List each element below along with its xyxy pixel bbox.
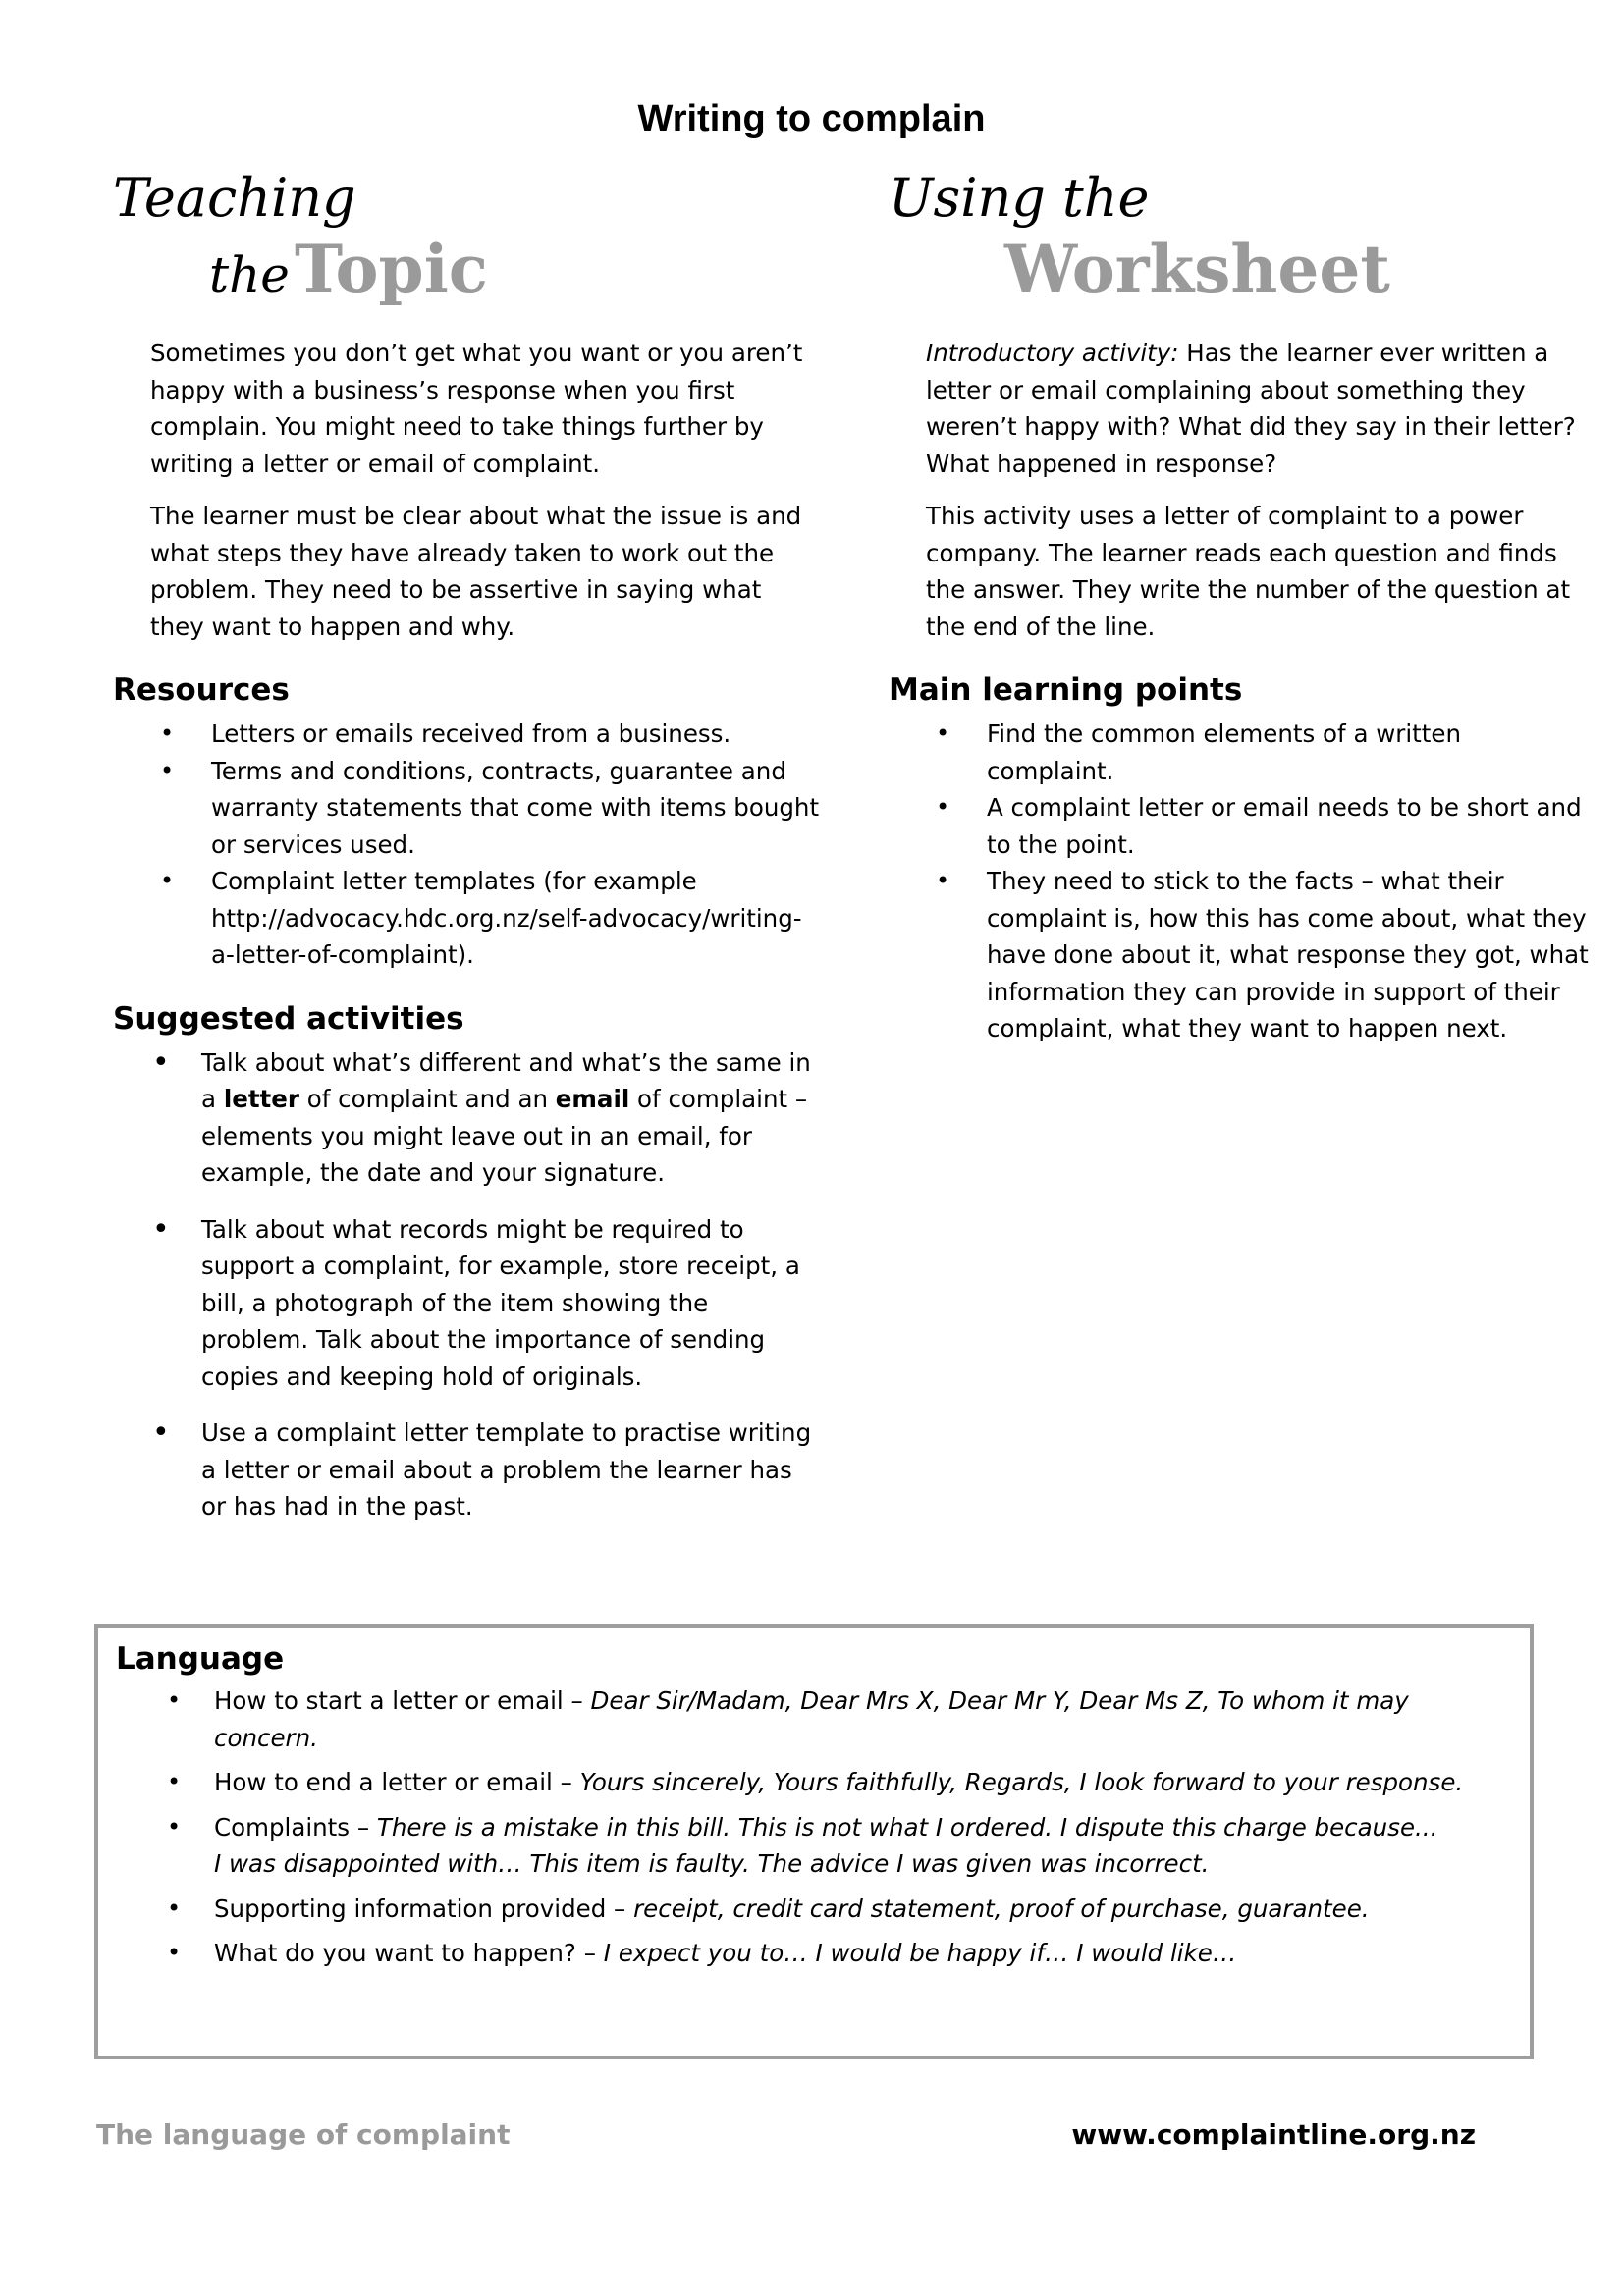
- teaching-topic-heading: [113, 167, 820, 307]
- heading-using-the: Using the: [889, 167, 1150, 229]
- resources-heading: Resources: [113, 672, 290, 708]
- list-item: • Letters or emails received from a business.: [113, 716, 820, 753]
- bullet-icon: •: [936, 867, 950, 894]
- bullet-icon: •: [160, 867, 175, 894]
- bullet-icon: •: [152, 1044, 170, 1080]
- list-item: • Supporting information provided – receipt, credit card statement, proof of purchase, guarantee.: [116, 1891, 1512, 1928]
- bullet-icon: •: [936, 720, 950, 747]
- page-title: Writing to complain: [637, 98, 986, 139]
- bullet-icon: •: [160, 720, 175, 747]
- language-heading: Language: [116, 1641, 285, 1677]
- list-item: • Talk about what records might be required to support a complaint, for example, store receipt, a bill, a photograph of the item showing the problem. Talk about the importance of sending copies and keeping hold of originals.: [152, 1211, 800, 1391]
- list-item: • Terms and conditions, contracts, guarantee and warranty statements that come with items bought or services used.: [113, 753, 820, 864]
- activities-list: [113, 1044, 820, 1525]
- bullet-icon: •: [167, 1939, 182, 1966]
- bullet-icon: •: [152, 1211, 170, 1247]
- using-worksheet-column: [889, 167, 1596, 1047]
- bullet-icon: •: [160, 756, 175, 784]
- heading-worksheet: Worksheet: [1004, 231, 1390, 307]
- learning-points-list: [889, 716, 1596, 1047]
- list-item: • They need to stick to the facts – what their complaint is, how this has come about, what they have done about it, what response they got, what information they can provide in support of their complaint, what they want to happen next.: [889, 863, 1596, 1047]
- teaching-topic-column: [113, 167, 820, 1545]
- list-item: • Complaints – There is a mistake in this bill. This is not what I ordered. I dispute this charge because... I was disappointed with… This item is faulty. The advice I was given was incorrect.: [116, 1809, 1512, 1883]
- main-learning-points-heading: Main learning points: [889, 672, 1243, 708]
- intro-paragraph: This activity uses a letter of complaint to a power company. The learner reads each question and finds the answer. They write the number of the question at the end of the line.: [926, 502, 1571, 641]
- list-item: • A complaint letter or email needs to be short and to the point.: [889, 789, 1596, 863]
- using-worksheet-heading: [889, 167, 1596, 307]
- bullet-icon: •: [167, 1894, 182, 1922]
- worksheet-intro: [889, 335, 1596, 645]
- heading-topic: Topic: [294, 231, 488, 307]
- intro-paragraph: The learner must be clear about what the issue is and what steps they have already taken to work out the problem. They need to be assertive in saying what they want to happen and why.: [150, 502, 802, 641]
- list-item: • Talk about what’s different and what’s the same in a letter of complaint and an email of complaint – elements you might leave out in an email, for example, the date and your signature.: [152, 1044, 811, 1187]
- list-item: • Find the common elements of a written complaint.: [889, 716, 1596, 789]
- intro-paragraph: Sometimes you don’t get what you want or you aren’t happy with a business’s response when you first complain. You might need to take things further by writing a letter or email of complaint.: [150, 339, 803, 478]
- bullet-icon: •: [167, 1812, 182, 1841]
- bullet-icon: •: [152, 1415, 170, 1450]
- heading-teaching: Teaching: [113, 167, 356, 229]
- intro-paragraph: Introductory activity: Has the learner ever written a letter or email complaining about something they weren’t happy with? What did they say in their letter? What happened in response?: [926, 339, 1576, 478]
- teaching-intro: [113, 335, 820, 645]
- resources-list: [113, 716, 820, 974]
- list-item: • Use a complaint letter template to practise writing a letter or email about a problem the learner has or has had in the past.: [152, 1415, 812, 1521]
- heading-the: the: [209, 246, 290, 303]
- footer-website-link[interactable]: www.complaintline.org.nz: [1071, 2118, 1476, 2151]
- bullet-icon: •: [167, 1768, 182, 1795]
- bullet-icon: •: [936, 793, 950, 821]
- language-box: [94, 1624, 1534, 2059]
- language-list: [116, 1682, 1512, 1972]
- list-item: • Complaint letter templates (for example http://advocacy.hdc.org.nz/self-advocacy/writing-a-letter-of-complaint).: [113, 863, 820, 974]
- list-item: • What do you want to happen? – I expect you to… I would be happy if… I would like…: [116, 1935, 1512, 1972]
- footer-title: The language of complaint: [96, 2118, 511, 2151]
- suggested-activities-heading: Suggested activities: [113, 1000, 464, 1037]
- bullet-icon: •: [167, 1686, 182, 1714]
- list-item: • How to end a letter or email – Yours sincerely, Yours faithfully, Regards, I look forward to your response.: [116, 1764, 1512, 1801]
- list-item: • How to start a letter or email – Dear Sir/Madam, Dear Mrs X, Dear Mr Y, Dear Ms Z, To whom it may concern.: [116, 1682, 1512, 1756]
